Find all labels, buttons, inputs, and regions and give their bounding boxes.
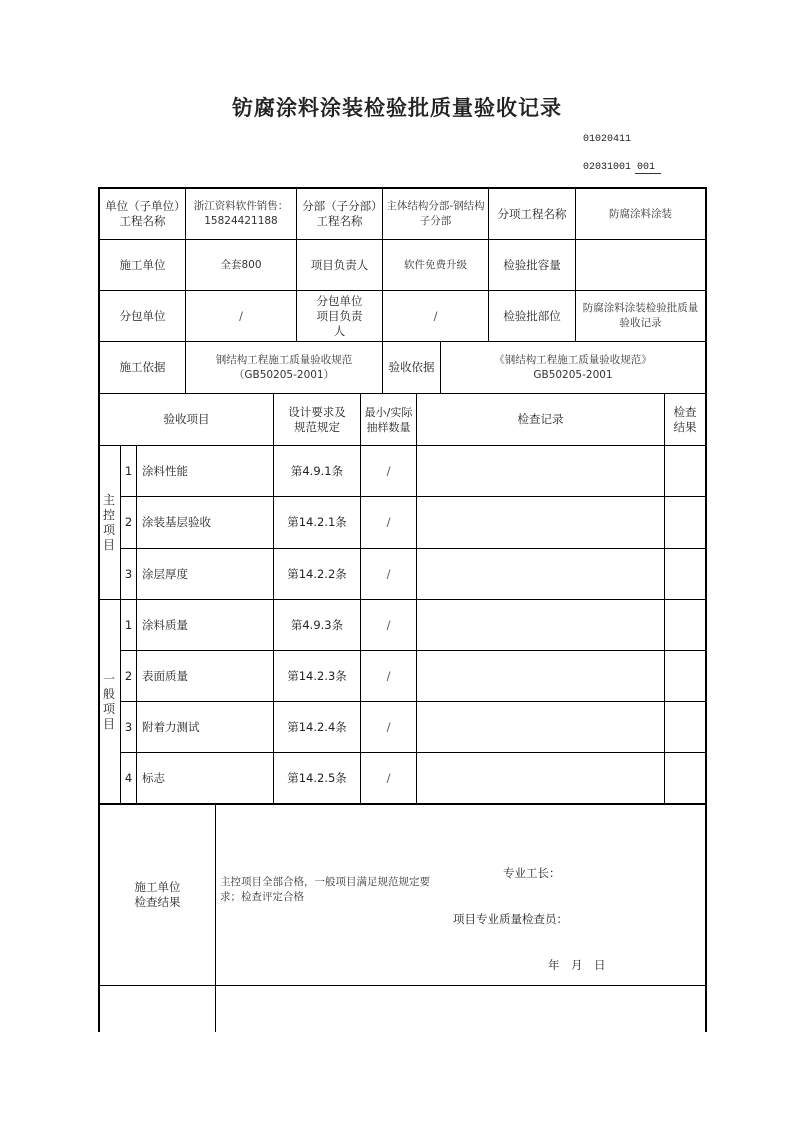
quality-inspector-signature-label: 项目专业质量检查员： [453,911,568,926]
division-name-value: 主体结构分部-钢结构子分部 [386,200,485,227]
subcontract-unit-value: / [239,308,243,323]
subcontract-unit-label: 分包单位 [119,308,166,323]
unit-name-value: 浙江资料软件销售：15824421188 [193,200,289,227]
col-header-design: 设计要求及规范规定 [288,404,346,434]
general-item-sample: / [386,617,391,632]
col-header-record: 检查记录 [517,412,564,426]
general-item-name: 表面质量 [142,668,188,683]
col-line [664,393,665,804]
signature-date: 年 月 日 [548,957,606,972]
batch-part-label: 检验批部位 [503,308,561,323]
main-item-sample: / [386,566,391,581]
main-item-clause: 第4.9.1条 [290,463,344,478]
check-result-label: 施工单位检查结果 [134,880,181,909]
subitem-name-value: 防腐涂料涂装 [609,207,672,220]
general-item-sample: / [386,770,391,785]
sequence-number: 001 [635,162,661,174]
general-item-name: 标志 [142,770,165,785]
main-control-group-label: 主控项目 [103,492,116,552]
main-item-clause: 第14.2.1条 [287,515,347,529]
general-item-sample: / [386,668,391,683]
main-item-no: 1 [124,463,133,478]
general-item-clause: 第14.2.3条 [287,668,347,683]
main-item-name: 涂层厚度 [142,566,188,581]
batch-capacity-value [576,240,705,290]
batch-part-value: 防腐涂料涂装检验批质量验收记录 [582,302,699,329]
main-item-sample: / [386,463,391,478]
main-item-name: 涂料性能 [142,463,188,478]
acceptance-basis-value: 《钢结构工程施工质量验收规范》GB50205-2001 [494,353,652,381]
col-header-sample: 最小/实际抽样数量 [364,405,413,434]
division-name-label: 分部（子分部）工程名称 [302,199,377,228]
main-item-name: 涂装基层验收 [142,515,211,529]
check-result-conclusion: 主控项目全部合格，一般项目满足规范规定要求；检查评定合格 [220,876,430,903]
general-item-clause: 第14.2.4条 [287,719,347,734]
general-item-clause: 第4.9.3条 [290,617,344,632]
general-item-no: 3 [124,719,133,734]
form-code-top: 01020411 [583,134,632,145]
project-lead-value: 软件免费升级 [404,258,467,271]
foreman-signature-label: 专业工长： [503,865,561,880]
batch-capacity-label: 检验批容量 [503,257,561,272]
main-item-no: 3 [124,566,133,581]
general-item-sample: / [386,719,391,734]
construction-unit-value: 全套800 [220,258,262,271]
project-lead-label: 项目负责人 [310,257,369,272]
general-item-clause: 第14.2.5条 [287,770,347,785]
col-line [416,393,417,804]
construction-unit-label: 施工单位 [119,257,166,272]
construction-basis-value: 钢结构工程施工质量验收规范（GB50205-2001） [215,353,353,381]
general-item-name: 涂料质量 [142,617,188,632]
document-title: 钫腐涂料涂装检验批质量验收记录 [232,95,562,120]
subitem-name-label: 分项工程名称 [497,206,567,221]
acceptance-basis-label: 验收依据 [388,360,435,374]
general-item-no: 4 [124,770,133,785]
construction-basis-label: 施工依据 [119,360,166,374]
row-line [98,985,707,986]
subcontract-lead-value: / [433,308,438,323]
form-code-bottom [583,162,661,174]
general-group-label: 一般项目 [103,671,116,731]
subcontract-lead-label: 分包单位项目负责人 [316,293,363,338]
main-item-no: 2 [124,515,133,529]
col-header-result: 检查结果 [673,404,697,434]
general-item-no: 2 [124,668,133,683]
unit-name-label: 单位（子单位）工程名称 [105,199,180,228]
main-item-sample: / [386,515,391,529]
col-line [215,804,216,1032]
general-item-name: 附着力测试 [142,719,200,734]
form-code: 02031001 [583,162,632,173]
general-item-no: 1 [124,617,133,632]
col-header-item: 验收项目 [163,412,210,426]
table-border-right [705,187,707,1032]
main-item-clause: 第14.2.2条 [287,566,347,581]
